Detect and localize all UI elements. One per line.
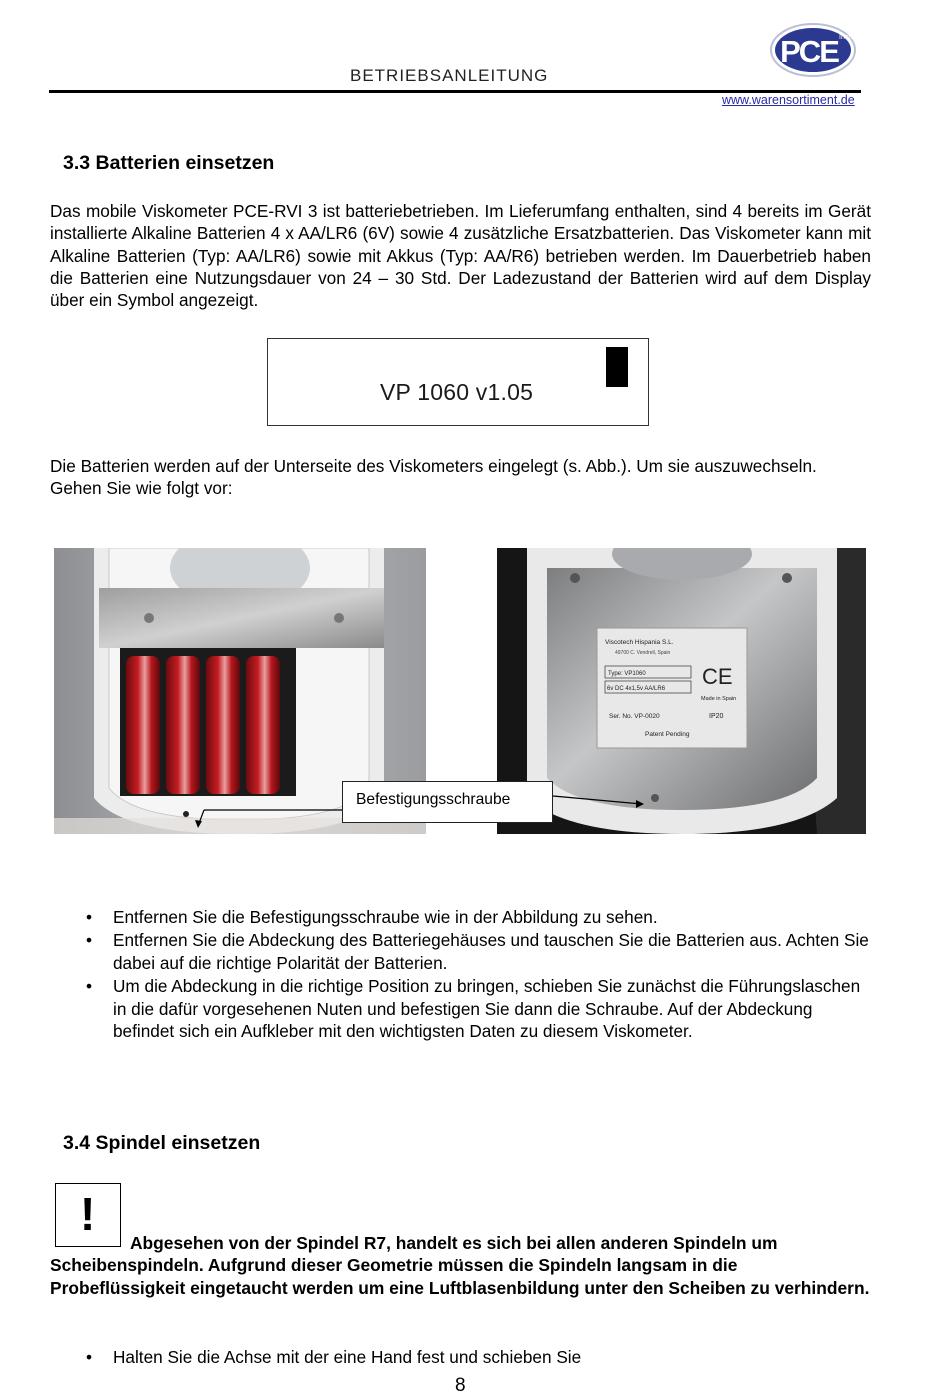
label-made-in: Made in Spain — [701, 696, 737, 702]
section-heading-batteries: 3.3 Batterien einsetzen — [63, 152, 275, 174]
warning-note — [50, 1232, 870, 1299]
bullet-icon: • — [86, 1347, 93, 1367]
battery-steps-list — [86, 906, 876, 1043]
list-item-text: Halten Sie die Achse mit der eine Hand fest und schieben Sie — [113, 1347, 582, 1367]
list-item — [86, 906, 876, 928]
label-serial: Ser. No. VP-0020 — [609, 713, 660, 720]
display-illustration — [267, 338, 649, 426]
battery-indicator-icon — [606, 347, 628, 387]
display-version-text: VP 1060 v1.05 — [380, 379, 534, 405]
section-heading-spindle: 3.4 Spindel einsetzen — [63, 1132, 261, 1154]
list-item — [86, 929, 876, 974]
header-title: BETRIEBSANLEITUNG — [350, 66, 549, 85]
label-company: Viscotech Hispania S.L. — [605, 639, 674, 646]
spindle-steps-list — [86, 1346, 876, 1369]
logo-sub: Inst. — [839, 34, 853, 41]
label-patent: Patent Pending — [645, 731, 690, 738]
list-item-text: Entfernen Sie die Abdeckung des Batteriegehäuses und tauschen Sie die Batterien aus. Achten Sie dabei auf die richtige Polarität der Batterien. — [113, 930, 869, 973]
label-ip: IP20 — [709, 713, 724, 720]
warning-text: Abgesehen von der Spindel R7, handelt es sich bei allen anderen Spindeln um Scheibenspindeln. Aufgrund dieser Geometrie müssen die Spindeln langsam in die Probeflüssigkeit eingetaucht werden um eine Luftblasenbildung unter den Scheiben zu verhindern. — [50, 1233, 870, 1298]
battery-location-paragraph: Die Batterien werden auf der Unterseite des Viskometers eingelegt (s. Abb.). Um sie auszuwechseln. Gehen Sie wie folgt vor: — [50, 456, 817, 499]
pce-logo — [769, 22, 857, 78]
battery-intro-paragraph: Das mobile Viskometer PCE-RVI 3 ist batteriebetrieben. Im Lieferumfang enthalten, sind 4 bereits im Gerät installierte Alkaline Batterien 4 x AA/LR6 (6V) sowie 4 zusätzliche Ersatzbatterien. Das Viskometer kann mit Alkaline Batterien (Typ: AA/LR6) sowie mit Akkus (Typ: AA/R6) betrieben werden. Im Dauerbetrieb haben die Batterien eine Nutzungsdauer von 24 – 30 Std. Der Ladezustand der Batterien wird auf dem Display über ein Symbol angezeigt. — [50, 201, 871, 311]
bullet-icon: • — [86, 976, 93, 997]
list-item-text: Um die Abdeckung in die richtige Position zu bringen, schieben Sie zunächst die Führungslaschen in die dafür vorgesehenen Nuten und befestigen Sie dann die Schraube. Auf der Abdeckung befindet sich ein Aufkleber mit den wichtigsten Daten zu diesem Viskometer. — [113, 976, 861, 1042]
callout-label: Befestigungsschraube — [356, 791, 511, 808]
label-address: 49700 C. Vendrell, Spain — [615, 650, 671, 656]
label-power: 6v DC 4x1,5v AA/LR6 — [607, 686, 666, 692]
page-number: 8 — [455, 1375, 466, 1396]
bullet-icon: • — [86, 930, 93, 951]
label-type: Type: VP1060 — [608, 671, 646, 677]
list-item — [86, 1346, 876, 1368]
warning-symbol: ! — [80, 1188, 96, 1240]
ce-mark: CE — [702, 664, 733, 689]
list-item — [86, 975, 876, 1042]
bullet-icon: • — [86, 907, 93, 927]
callout-box — [342, 781, 553, 823]
website-link[interactable]: www.warensortiment.de — [722, 93, 855, 107]
list-item-text: Entfernen Sie die Befestigungsschraube wie in der Abbildung zu sehen. — [113, 907, 658, 927]
logo-text: PCE — [780, 34, 838, 69]
